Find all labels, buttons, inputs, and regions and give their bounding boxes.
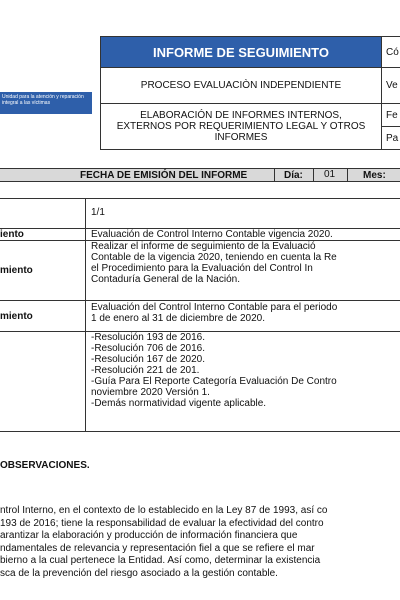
logo-text: Unidad para la atención y reparación integral a las víctimas	[2, 94, 84, 106]
process-name: PROCESO EVALUACIÒN INDEPENDIENTE	[100, 67, 382, 104]
table-row: Evaluación del Control Interno Contable para el periodo 1 de enero al 31 de diciembre de 2020.	[91, 302, 338, 324]
month-label: Mes:	[363, 169, 386, 181]
logo	[0, 92, 92, 114]
table-divider	[85, 198, 86, 432]
header-side-version: Ve	[381, 67, 400, 104]
table-row: Realizar el informe de seguimiento de la Evaluació Contable de la vigencia 2020, teniendo en cuenta la Re el Procedimiento para la Evaluación del Control In Contaduría General de la Nación.	[91, 241, 337, 285]
table-divider	[0, 300, 400, 301]
day-value: 01	[324, 169, 336, 180]
observations-heading: OBSERVACIONES.	[0, 460, 90, 471]
emission-date-label: FECHA DE EMISIÓN DEL INFORME	[80, 169, 248, 181]
header-side-date: Fe	[381, 103, 400, 127]
row-label: miento	[0, 264, 33, 276]
table-row: -Resolución 193 de 2016. -Resolución 706 de 2016. -Resolución 167 de 2020. -Resolución 221 de 201. -Guía Para El Reporte Categoría Evaluación De Contro noviembre 2020 Versión 1. -Demás normatividad vigente aplicable.	[91, 332, 337, 409]
observations-paragraph: ntrol Interno, en el contexto de lo establecido en la Ley 87 de 1993, así co 193 de 2016; tiene la responsabilidad de evaluar la efectividad del contro arantizar la elaboración y producción de información financiera que ndamentales de relevancia y representación fiel a que se refiere el mar bierno a la cual pertenece la Entidad. Así como, determinar la existencia sca de la prevención del riesgo asociado a la gestión contable.	[0, 505, 328, 579]
row-label: miento	[0, 310, 33, 322]
row-label: iento	[0, 228, 24, 240]
header-side-page: Pa	[381, 126, 400, 150]
day-label: Día:	[284, 169, 303, 181]
header-side-code: Có	[381, 36, 400, 68]
procedure-name: ELABORACIÓN DE INFORMES INTERNOS, EXTERNOS POR REQUERIMIENTO LEGAL Y OTROS INFORMES	[100, 103, 382, 150]
date-divider	[347, 168, 348, 182]
emission-date-row	[0, 168, 400, 182]
date-divider	[274, 168, 275, 182]
report-title: INFORME DE SEGUIMIENTO	[100, 36, 382, 68]
table-row: Evaluación de Control Interno Contable vigencia 2020.	[91, 229, 333, 240]
table-row: 1/1	[91, 207, 105, 218]
date-divider	[313, 168, 314, 182]
